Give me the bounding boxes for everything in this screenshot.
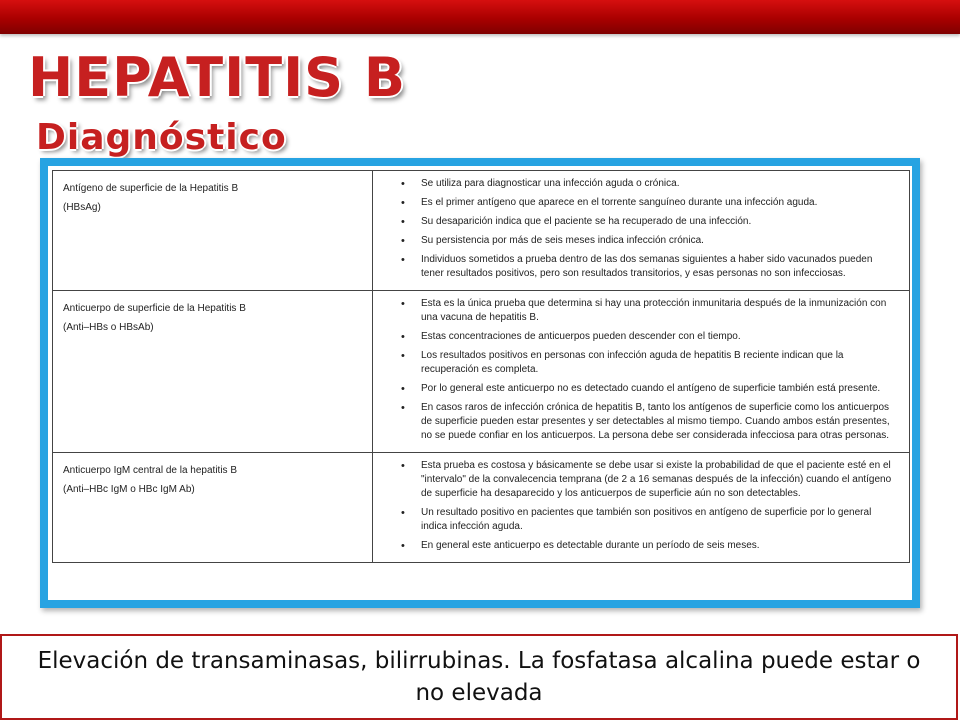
test-abbreviation: (Anti–HBc IgM o HBc IgM Ab): [63, 484, 195, 495]
test-name: Anticuerpo de superficie de la Hepatitis B: [63, 303, 246, 314]
test-abbreviation: (HBsAg): [63, 202, 101, 213]
slide-subtitle: Diagnóstico: [36, 117, 287, 158]
diagnostic-table-image: [40, 158, 920, 608]
bullet-list: [401, 297, 893, 443]
test-abbreviation: (Anti–HBs o HBsAb): [63, 322, 154, 333]
list-item: • Esta prueba es costosa y básicamente se debe usar si existe la probabilidad de que el paciente esté en el "intervalo" de la convalecencia temprana (de 2 a 16 semanas después de la infección) cuando el antígeno de superficie ha desaparecido y los anticuerpos de superficie aún no son detectables.: [401, 459, 893, 501]
test-description-cell: [373, 291, 909, 452]
table-row: [53, 171, 909, 291]
bullet-list: [401, 177, 893, 281]
slide-title: HEPATITIS B: [28, 46, 407, 109]
table-row: [53, 291, 909, 453]
bullet-list: [401, 459, 893, 553]
list-item: • Un resultado positivo en pacientes que también son positivos en antígeno de superficie por lo general indica infección aguda.: [401, 506, 893, 534]
table-row: [53, 453, 909, 563]
test-description-cell: [373, 453, 909, 562]
list-item: • Su desaparición indica que el paciente se ha recuperado de una infección.: [401, 215, 893, 229]
list-item: • Esta es la única prueba que determina si hay una protección inmunitaria después de la inmunización con una vacuna de hepatitis B.: [401, 297, 893, 325]
list-item: • Estas concentraciones de anticuerpos pueden descender con el tiempo.: [401, 330, 893, 344]
test-name-cell: [53, 171, 373, 290]
caption-text: Elevación de transaminasas, bilirrubinas. La fosfatasa alcalina puede estar o no elevada: [37, 648, 921, 706]
list-item: • Individuos sometidos a prueba dentro de las dos semanas siguientes a haber sido vacunados pueden tener resultados positivos, pero son resultados transitorios, y esas personas no son infecciosas.: [401, 253, 893, 281]
list-item: • En general este anticuerpo es detectable durante un período de seis meses.: [401, 539, 893, 553]
test-name-cell: [53, 291, 373, 452]
diagnostic-table: [52, 170, 910, 563]
list-item: • En casos raros de infección crónica de hepatitis B, tanto los antígenos de superficie como los anticuerpos de superficie pueden estar presentes y ser detectables al mismo tiempo. Cuando ambos están presentes, no se puede confiar en los anticuerpos. La persona debe ser considerada infecciosa para otras personas.: [401, 401, 893, 443]
top-banner: [0, 0, 960, 34]
list-item: • Su persistencia por más de seis meses indica infección crónica.: [401, 234, 893, 248]
caption-box: [0, 634, 958, 720]
list-item: • Es el primer antígeno que aparece en el torrente sanguíneo durante una infección aguda.: [401, 196, 893, 210]
list-item: • Por lo general este anticuerpo no es detectado cuando el antígeno de superficie también está presente.: [401, 382, 893, 396]
test-name: Antígeno de superficie de la Hepatitis B: [63, 183, 239, 194]
list-item: • Se utiliza para diagnosticar una infección aguda o crónica.: [401, 177, 893, 191]
test-name: Anticuerpo IgM central de la hepatitis B: [63, 465, 237, 476]
test-description-cell: [373, 171, 909, 290]
list-item: • Los resultados positivos en personas con infección aguda de hepatitis B reciente indican que la recuperación es completa.: [401, 349, 893, 377]
test-name-cell: [53, 453, 373, 562]
